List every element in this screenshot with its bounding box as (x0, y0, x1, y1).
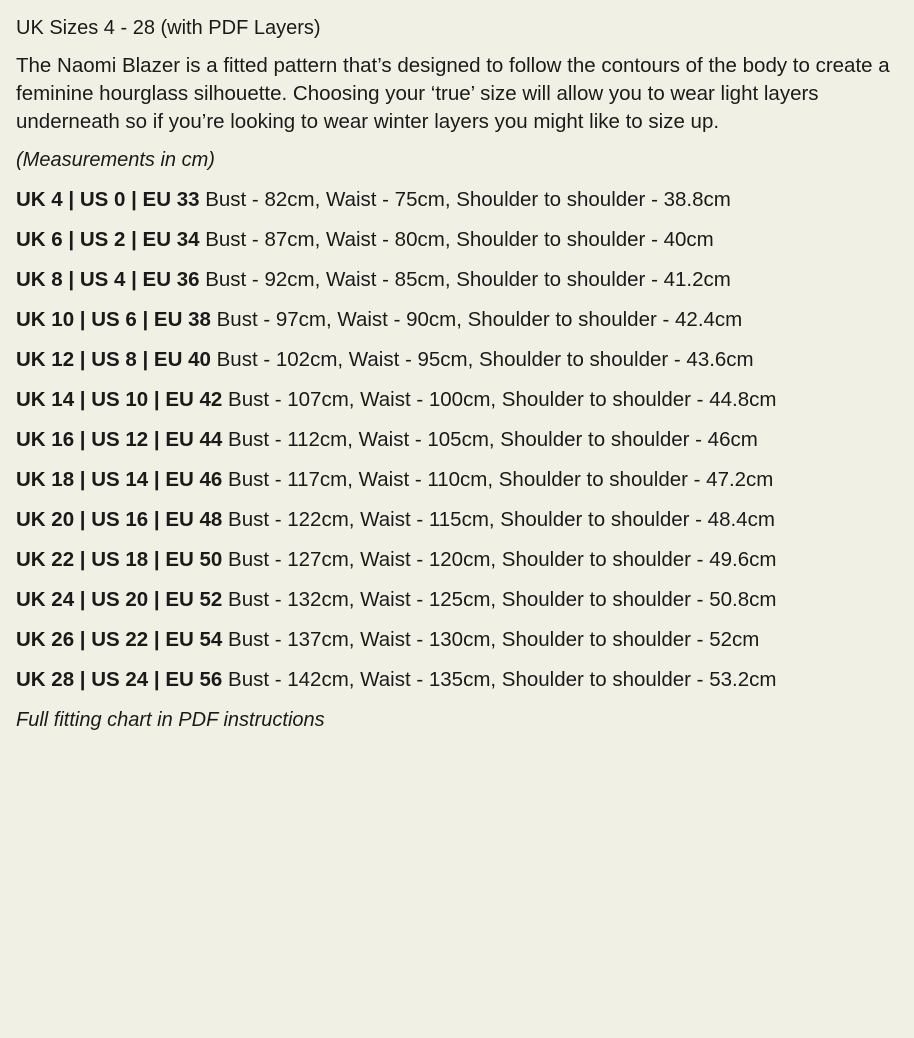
size-details: Bust - 87cm, Waist - 80cm, Shoulder to shoulder - 40cm (205, 228, 714, 251)
size-details: Bust - 127cm, Waist - 120cm, Shoulder to shoulder - 49.6cm (228, 548, 777, 571)
size-guide (16, 14, 900, 734)
size-code: UK 8 | US 4 | EU 36 (16, 268, 200, 291)
size-row (16, 306, 900, 334)
size-code: UK 14 | US 10 | EU 42 (16, 388, 223, 411)
size-row (16, 226, 900, 254)
fitting-chart-note: Full fitting chart in PDF instructions (16, 709, 325, 731)
size-row (16, 626, 900, 654)
size-range-heading: UK Sizes 4 - 28 (with PDF Layers) (16, 17, 321, 39)
size-details: Bust - 117cm, Waist - 110cm, Shoulder to shoulder - 47.2cm (228, 468, 774, 491)
size-row (16, 426, 900, 454)
size-row (16, 346, 900, 374)
size-row (16, 506, 900, 534)
size-row (16, 546, 900, 574)
size-details: Bust - 112cm, Waist - 105cm, Shoulder to shoulder - 46cm (228, 428, 758, 451)
size-details: Bust - 102cm, Waist - 95cm, Shoulder to shoulder - 43.6cm (216, 348, 754, 371)
size-details: Bust - 107cm, Waist - 100cm, Shoulder to shoulder - 44.8cm (228, 388, 777, 411)
size-code: UK 24 | US 20 | EU 52 (16, 588, 223, 611)
size-row (16, 586, 900, 614)
size-row (16, 466, 900, 494)
size-details: Bust - 97cm, Waist - 90cm, Shoulder to shoulder - 42.4cm (216, 308, 743, 331)
size-row (16, 386, 900, 414)
size-code: UK 20 | US 16 | EU 48 (16, 508, 223, 531)
size-row (16, 666, 900, 694)
size-details: Bust - 137cm, Waist - 130cm, Shoulder to shoulder - 52cm (228, 628, 760, 651)
size-details: Bust - 142cm, Waist - 135cm, Shoulder to shoulder - 53.2cm (228, 668, 777, 691)
size-code: UK 28 | US 24 | EU 56 (16, 668, 223, 691)
size-details: Bust - 82cm, Waist - 75cm, Shoulder to shoulder - 38.8cm (205, 188, 731, 211)
size-code: UK 10 | US 6 | EU 38 (16, 308, 211, 331)
size-code: UK 26 | US 22 | EU 54 (16, 628, 223, 651)
intro-paragraph: The Naomi Blazer is a fitted pattern that’s designed to follow the contours of the body to create a feminine hourglass silhouette. Choosing your ‘true’ size will allow you to wear light layers underneath so if you’re looking to wear winter layers you might like to size up. (16, 54, 890, 133)
size-details: Bust - 122cm, Waist - 115cm, Shoulder to shoulder - 48.4cm (228, 508, 775, 531)
size-details: Bust - 132cm, Waist - 125cm, Shoulder to shoulder - 50.8cm (228, 588, 777, 611)
size-code: UK 4 | US 0 | EU 33 (16, 188, 200, 211)
size-code: UK 12 | US 8 | EU 40 (16, 348, 211, 371)
size-code: UK 16 | US 12 | EU 44 (16, 428, 223, 451)
size-code: UK 6 | US 2 | EU 34 (16, 228, 200, 251)
size-row (16, 186, 900, 214)
size-code: UK 18 | US 14 | EU 46 (16, 468, 223, 491)
size-code: UK 22 | US 18 | EU 50 (16, 548, 223, 571)
size-details: Bust - 92cm, Waist - 85cm, Shoulder to shoulder - 41.2cm (205, 268, 731, 291)
measurements-note: (Measurements in cm) (16, 149, 215, 171)
size-row (16, 266, 900, 294)
